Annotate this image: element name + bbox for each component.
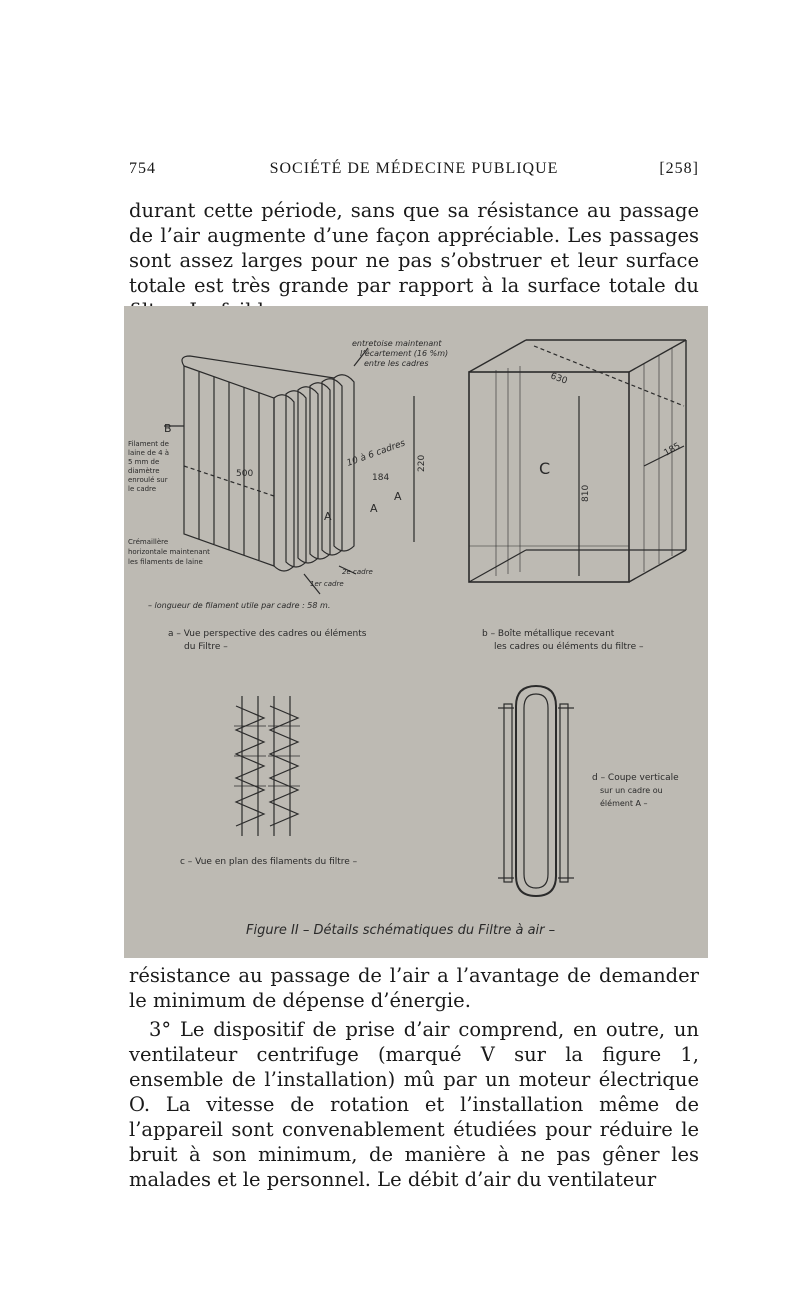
label-810: 810 [581, 484, 591, 502]
label-filament-4: diamètre [128, 467, 160, 475]
label-filament-1: Filament de [128, 440, 169, 448]
caption-a-line2: du Filtre – [184, 642, 228, 652]
page-number: 754 [129, 160, 156, 177]
running-header [129, 160, 699, 182]
label-entretoise-2: l’écartement (16 %m) [360, 349, 449, 358]
label-b: B [164, 422, 172, 435]
label-630: 630 [548, 371, 569, 387]
label-filament-length: – longueur de filament utile par cadre : 58 m. [148, 601, 331, 610]
label-1er-cadre: 1er cadre [310, 580, 344, 588]
label-cremaillere-2: horizontale maintenant [128, 548, 210, 556]
paragraph-2: résistance au passage de l’air a l’avantage de demander le minimum de dépense d’énergie. [129, 964, 699, 1012]
label-2e-cadre: 2e cadre [342, 568, 373, 576]
label-entretoise-3: entre les cadres [364, 359, 429, 368]
label-220: 220 [417, 454, 427, 472]
figure-caption: Figure II – Détails schématiques du Filtre à air – [246, 923, 556, 938]
metal-box-drawing [469, 340, 686, 582]
label-c: C [539, 459, 551, 478]
caption-b-line1: b – Boîte métallique recevant [482, 629, 615, 639]
label-filament-3: 5 mm de [128, 458, 160, 466]
label-a-3: A [394, 490, 402, 503]
label-filament-2: laine de 4 à [128, 449, 170, 457]
label-frames: 10 à 6 cadres [345, 438, 407, 469]
label-a-1: A [324, 510, 332, 523]
caption-a-line1: a – Vue perspective des cadres ou éléments [168, 629, 367, 639]
caption-b-line2: les cadres ou éléments du filtre – [494, 642, 644, 652]
label-entretoise-1: entretoise maintenant [352, 339, 442, 348]
label-184: 184 [372, 473, 390, 483]
caption-d-line3: élément A – [600, 799, 648, 808]
label-cremaillere-3: les filaments de laine [128, 558, 203, 566]
label-185: 185 [662, 441, 683, 459]
paragraph-3: 3° Le dispositif de prise d’air comprend, en outre, un ventilateur centrifuge (marqué V sur la figure 1, ensemble de l’installation) mû par un moteur électrique O. La vitesse de rotation et l’installation même de l’appareil sont convenablement étudiées pour réduire le bruit à son minimum, de manière à ne pas gêner les malades et le personnel. Le débit d’air du ventilateur [129, 1018, 699, 1191]
label-a-2: A [370, 502, 378, 515]
frame-section-drawing [498, 686, 574, 896]
figure-filter-diagram [124, 306, 708, 958]
label-500: 500 [236, 469, 254, 479]
caption-c: c – Vue en plan des filaments du filtre – [180, 857, 358, 867]
journal-title: SOCIÉTÉ DE MÉDECINE PUBLIQUE [269, 160, 559, 177]
filaments-plan-drawing [234, 696, 300, 836]
caption-d-line2: sur un cadre ou [600, 786, 663, 795]
label-cremaillere-1: Crémaillère [128, 538, 169, 546]
caption-d-line1: d – Coupe verticale [592, 773, 679, 783]
label-filament-5: enroulé sur [128, 476, 168, 484]
section-number: [258] [659, 160, 699, 177]
paragraph-1: durant cette période, sans que sa résistance au passage de l’air augmente d’une façon appréciable. Les passages sont assez larges pour ne pas s’obstruer et leur surface totale est très grande par rapport à la surface totale du [129, 199, 699, 297]
figure-drawing [124, 306, 708, 958]
label-filament-6: le cadre [128, 485, 157, 493]
